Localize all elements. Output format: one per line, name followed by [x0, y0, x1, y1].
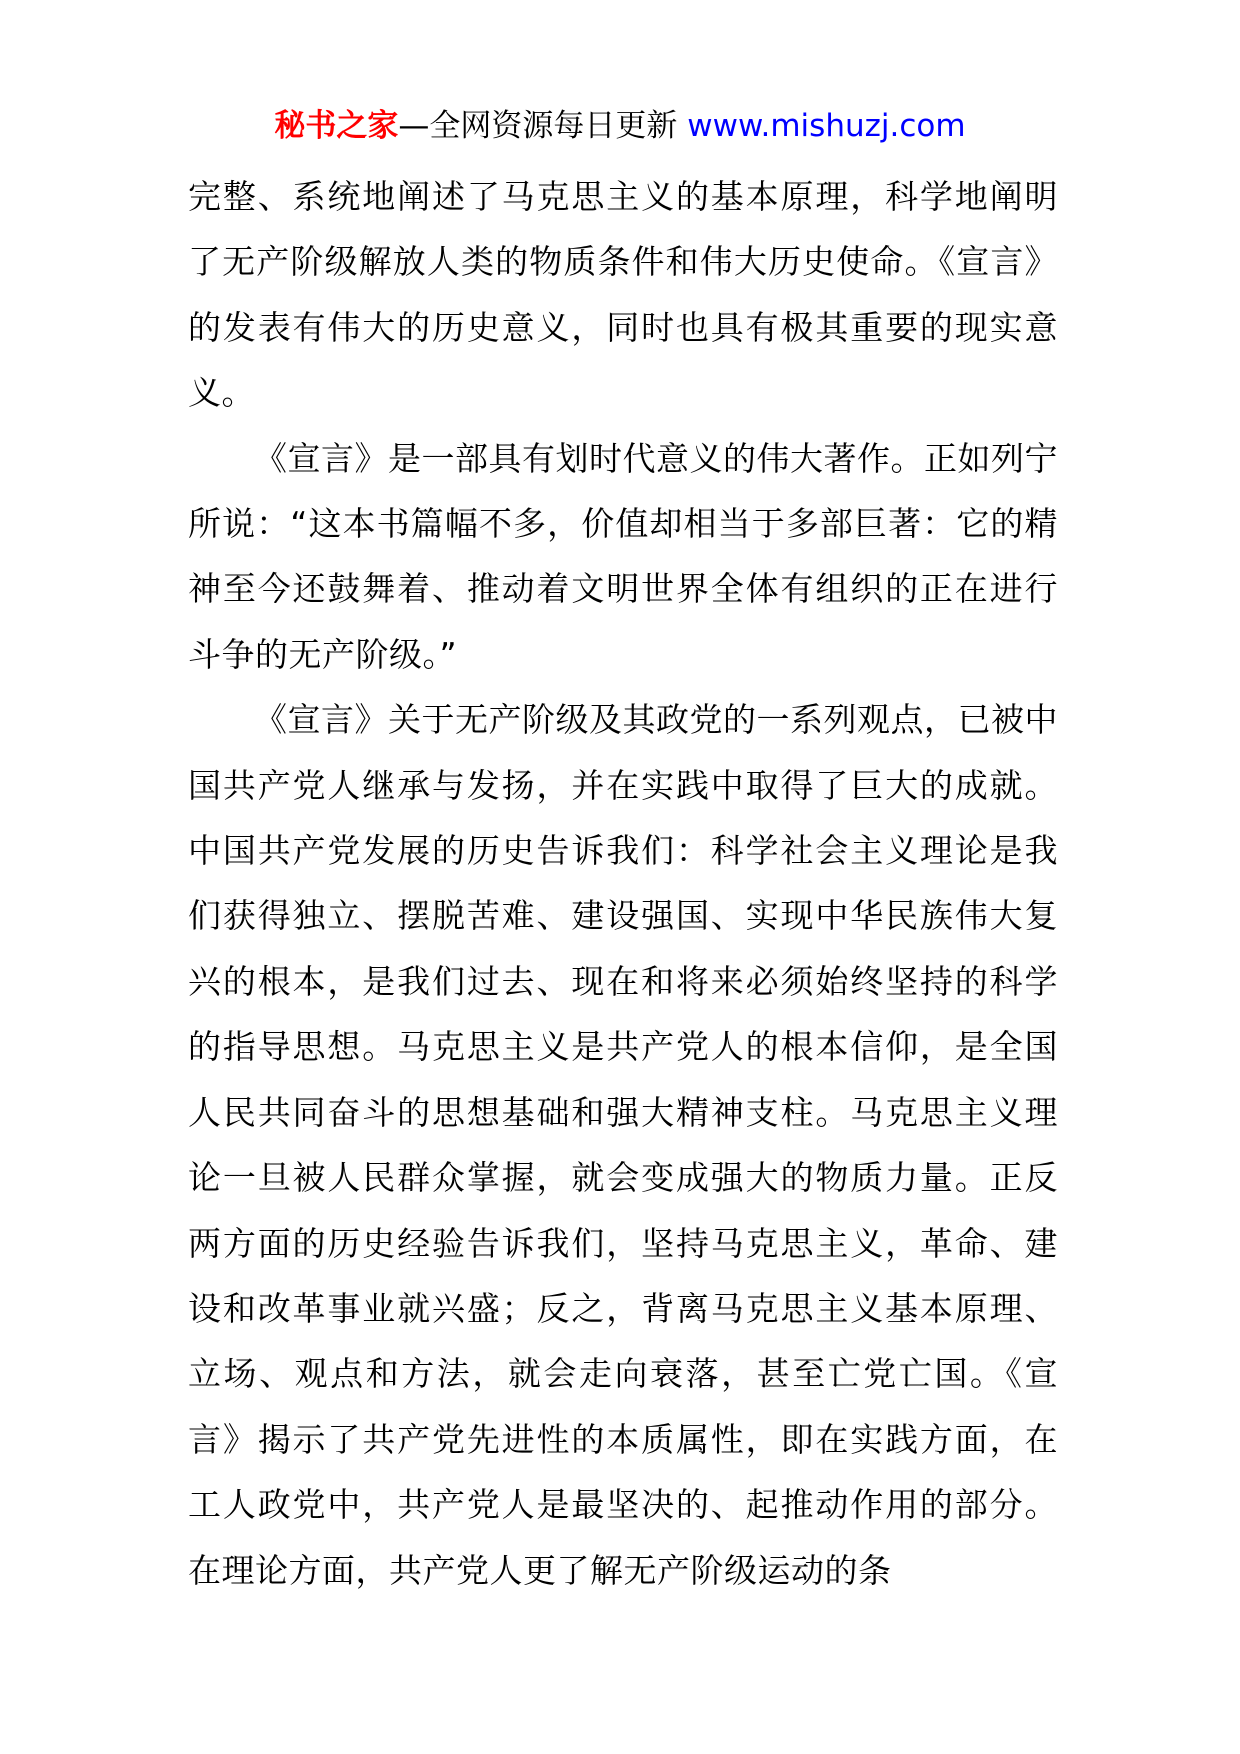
- site-url-link[interactable]: www.mishuzj.com: [687, 108, 966, 144]
- paragraph: 《宣言》是一部具有划时代意义的伟大著作。正如列宁所说：“这本书篇幅不多，价值却相当于多部巨著：它的精神至今还鼓舞着、推动着文明世界全体有组织的正在进行斗争的无产阶级。”: [188, 438, 1058, 674]
- document-body: [188, 164, 1058, 1603]
- paragraph: 《宣言》关于无产阶级及其政党的一系列观点，已被中国共产党人继承与发扬，并在实践中取得了巨大的成就。中国共产党发展的历史告诉我们：科学社会主义理论是我们获得独立、摆脱苦难、建设强国、实现中华民族伟大复兴的根本，是我们过去、现在和将来必须始终坚持的科学的指导思想。马克思主义是共产党人的根本信仰，是全国人民共同奋斗的思想基础和强大精神支柱。马克思主义理论一旦被人民群众掌握，就会变成强大的物质力量。正反两方面的历史经验告诉我们，坚持马克思主义，革命、建设和改革事业就兴盛；反之，背离马克思主义基本原理、立场、观点和方法，就会走向衰落，甚至亡党亡国。《宣言》揭示了共产党先进性的本质属性，即在实践方面，在工人政党中，共产党人是最坚决的、起推动作用的部分。在理论方面，共产党人更了解无产阶级运动的条: [188, 700, 1058, 1590]
- site-brand: 秘书之家: [274, 108, 399, 144]
- page-header: [0, 104, 1240, 148]
- site-tagline: —全网资源每日更新: [398, 108, 688, 144]
- paragraph-continued: 完整、系统地阐述了马克思主义的基本原理，科学地阐明了无产阶级解放人类的物质条件和伟大历史使命。《宣言》的发表有伟大的历史意义，同时也具有极其重要的现实意义。: [188, 177, 1058, 413]
